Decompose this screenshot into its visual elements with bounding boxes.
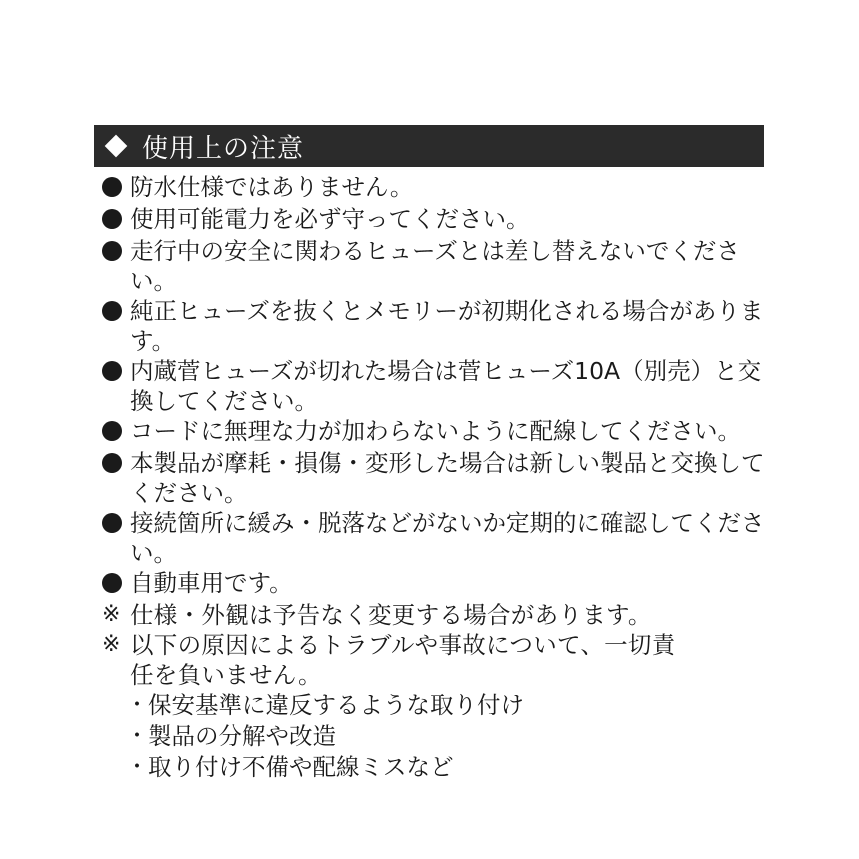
bullet-icon [102, 241, 122, 261]
section-header [94, 125, 764, 167]
list-item-text: 純正ヒューズを抜くとメモリーが初期化される場合があります。 [130, 297, 764, 355]
reference-note [102, 600, 772, 630]
middle-dot-icon: ・ [126, 724, 149, 749]
bullet-icon [102, 361, 122, 381]
list-item-text: コードに無理な力が加わらないように配線してください。 [130, 417, 741, 445]
sub-list-item [102, 752, 772, 783]
section-title: 使用上の注意 [142, 133, 305, 164]
list-item [102, 236, 772, 296]
list-item-text: 防水仕様ではありません。 [130, 173, 414, 201]
list-item-text: 接続箇所に緩み・脱落などがないか定期的に確認してください。 [130, 509, 765, 567]
sub-list-item [102, 690, 772, 721]
bullet-icon [102, 573, 122, 593]
list-item [102, 356, 772, 416]
list-item [102, 568, 772, 600]
list-item [102, 508, 772, 568]
caution-list [102, 172, 772, 783]
list-item-text: 本製品が摩耗・損傷・変形した場合は新しい製品と交換してください。 [130, 449, 765, 507]
list-item [102, 448, 772, 508]
list-item [102, 296, 772, 356]
list-item [102, 172, 772, 204]
reference-note [102, 630, 772, 690]
reference-note-text: 以下の原因によるトラブルや事故について、一切責任を負いません。 [130, 631, 676, 689]
sub-list-item-text: 保安基準に違反するような取り付け [148, 691, 524, 719]
bullet-icon [102, 513, 122, 533]
list-item-text: 走行中の安全に関わるヒューズとは差し替えないでください。 [130, 237, 740, 295]
sub-list-item [102, 721, 772, 752]
diamond-icon [105, 135, 128, 158]
bullet-icon [102, 177, 122, 197]
bullet-icon [102, 209, 122, 229]
reference-mark-icon: ※ [102, 602, 121, 627]
list-item-text: 自動車用です。 [130, 569, 293, 597]
bullet-icon [102, 301, 122, 321]
reference-mark-icon: ※ [102, 632, 121, 657]
middle-dot-icon: ・ [126, 693, 149, 718]
sub-list-item-text: 取り付け不備や配線ミスなど [148, 753, 454, 781]
middle-dot-icon: ・ [126, 755, 149, 780]
list-item-text: 内蔵菅ヒューズが切れた場合は菅ヒューズ10A（別売）と交換してください。 [130, 357, 762, 415]
bullet-icon [102, 453, 122, 473]
list-item-text: 使用可能電力を必ず守ってください。 [130, 205, 530, 233]
sub-list-item-text: 製品の分解や改造 [148, 722, 336, 750]
bullet-icon [102, 421, 122, 441]
reference-note-text: 仕様・外観は予告なく変更する場合があります。 [130, 601, 652, 629]
list-item [102, 416, 772, 448]
list-item [102, 204, 772, 236]
